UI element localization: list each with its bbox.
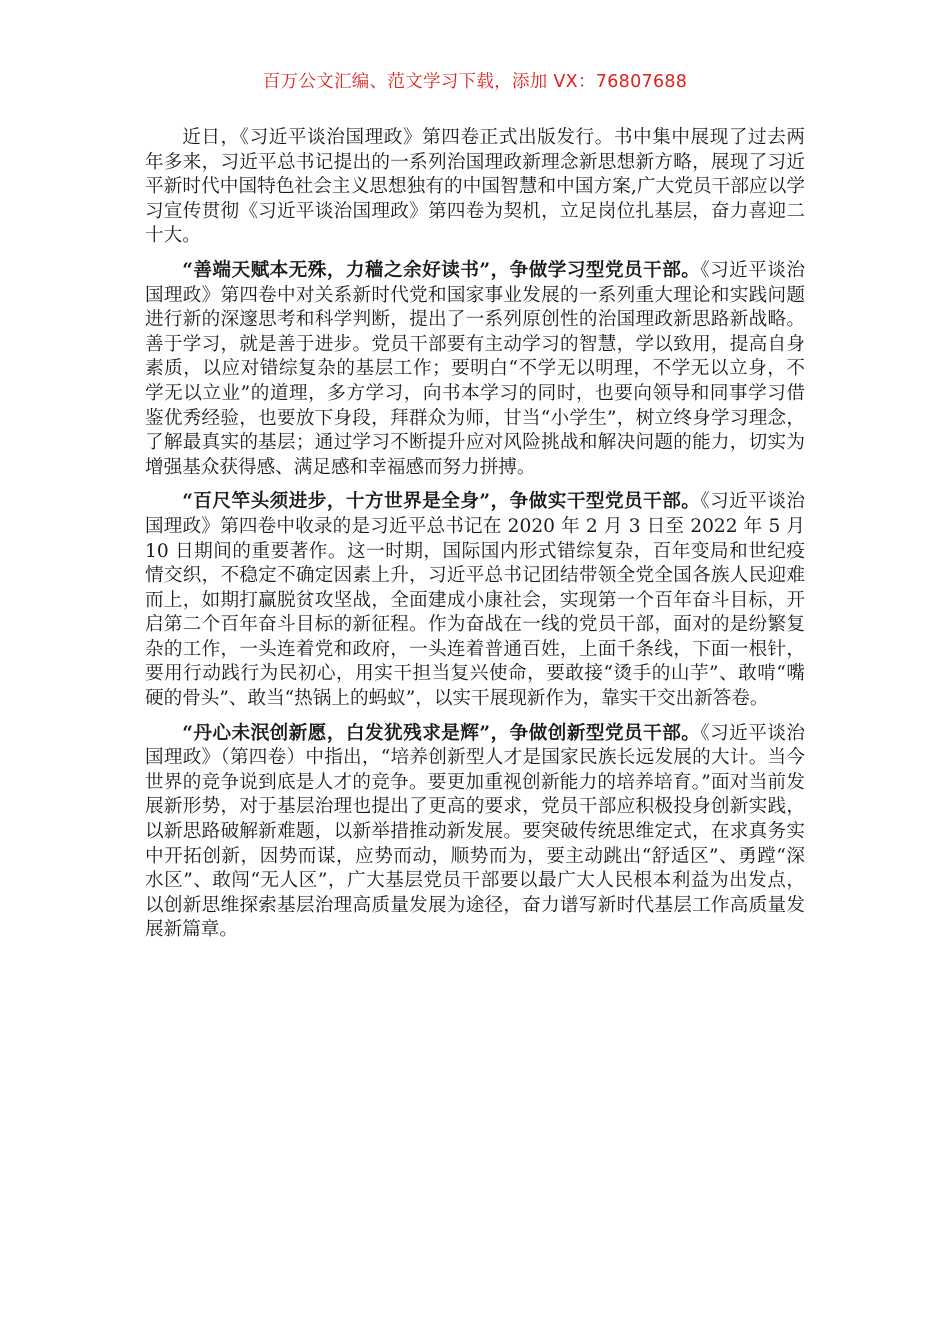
paragraph-heading: “善端天赋本无殊，力穑之余好读书”，争做学习型党员干部。 xyxy=(182,259,701,281)
paragraph-text: 《习近平谈治国理政》（第四卷）中指出，“培养创新型人才是国家民族长远发展的大计。当今世界的竞争说到底是人才的竞争。要更加重视创新能力的培养培育。”面对当前发展新形势，对于基层治理也提出了更高的要求，党员干部应积极投身创新实践，以新思路破解新难题，以新举措推动新发展。要突破传统思维定式，在求真务实中开拓创新，因势而谋，应势而动，顺势而为，要主动跳出“舒适区”、勇蹚“深水区”、敢闯“无人区”，广大基层党员干部要以最广大人民根本利益为出发点，以创新思维探索基层治理高质量发展为途径，奋力谱写新时代基层工作高质量发展新篇章。 xyxy=(145,722,805,941)
paragraph-innovation xyxy=(145,722,805,943)
paragraph-text: 《习近平谈治国理政》第四卷中收录的是习近平总书记在 2020 年 2 月 3 日至 2022 年 5 月 10 日期间的重要著作。这一时期，国际国内形式错综复杂，百年变局和世纪疫情交织，不稳定不确定因素上升，习近平总书记团结带领全党全国各族人民迎难而上，如期打赢脱贫攻坚战，全面建成小康社会，实现第一个百年奋斗目标，开启第二个百年奋斗目标的新征程。作为奋战在一线的党员干部，面对的是纷繁复杂的工作，一头连着党和政府，一头连着普通百姓，上面千条线，下面一根针，要用行动践行为民初心，用实干担当复兴使命，要敢接“烫手的山芋”、敢啃“嘴硬的骨头”、敢当“热锅上的蚂蚁”，以实干展现新作为，靠实干交出新答卷。 xyxy=(145,491,805,710)
paragraph-text: 近日，《习近平谈治国理政》第四卷正式出版发行。书中集中展现了过去两年多来，习近平总书记提出的一系列治国理政新理念新思想新方略，展现了习近平新时代中国特色社会主义思想独有的中国智慧和中国方案,广大党员干部应以学习宣传贯彻《习近平谈治国理政》第四卷为契机，立足岗位扎基层，奋力喜迎二十大。 xyxy=(145,127,805,247)
paragraph-heading: “百尺竿头须进步，十方世界是全身”，争做实干型党员干部。 xyxy=(182,491,701,513)
paragraph-practice xyxy=(145,490,805,711)
document-body xyxy=(145,126,805,953)
header-banner: 百万公文汇编、范文学习下载，添加 VX：76807688 xyxy=(262,72,688,92)
paragraph-learning xyxy=(145,259,805,480)
paragraph-intro xyxy=(145,126,805,249)
paragraph-heading: “丹心未泯创新愿，白发犹残求是辉”，争做创新型党员干部。 xyxy=(182,722,701,744)
paragraph-text: 《习近平谈治国理政》第四卷中对关系新时代党和国家事业发展的一系列重大理论和实践问题进行新的深邃思考和科学判断，提出了一系列原创性的治国理政新思路新战略。善于学习，就是善于进步。党员干部要有主动学习的智慧，学以致用，提高自身素质，以应对错综复杂的基层工作；要明白“不学无以明理，不学无以立身，不学无以立业”的道理，多方学习，向书本学习的同时，也要向领导和同事学习借鉴优秀经验，也要放下身段，拜群众为师，甘当“小学生”，树立终身学习理念，了解最真实的基层；通过学习不断提升应对风险挑战和解决问题的能力，切实为增强基众获得感、满足感和幸福感而努力拼搏。 xyxy=(145,259,805,478)
